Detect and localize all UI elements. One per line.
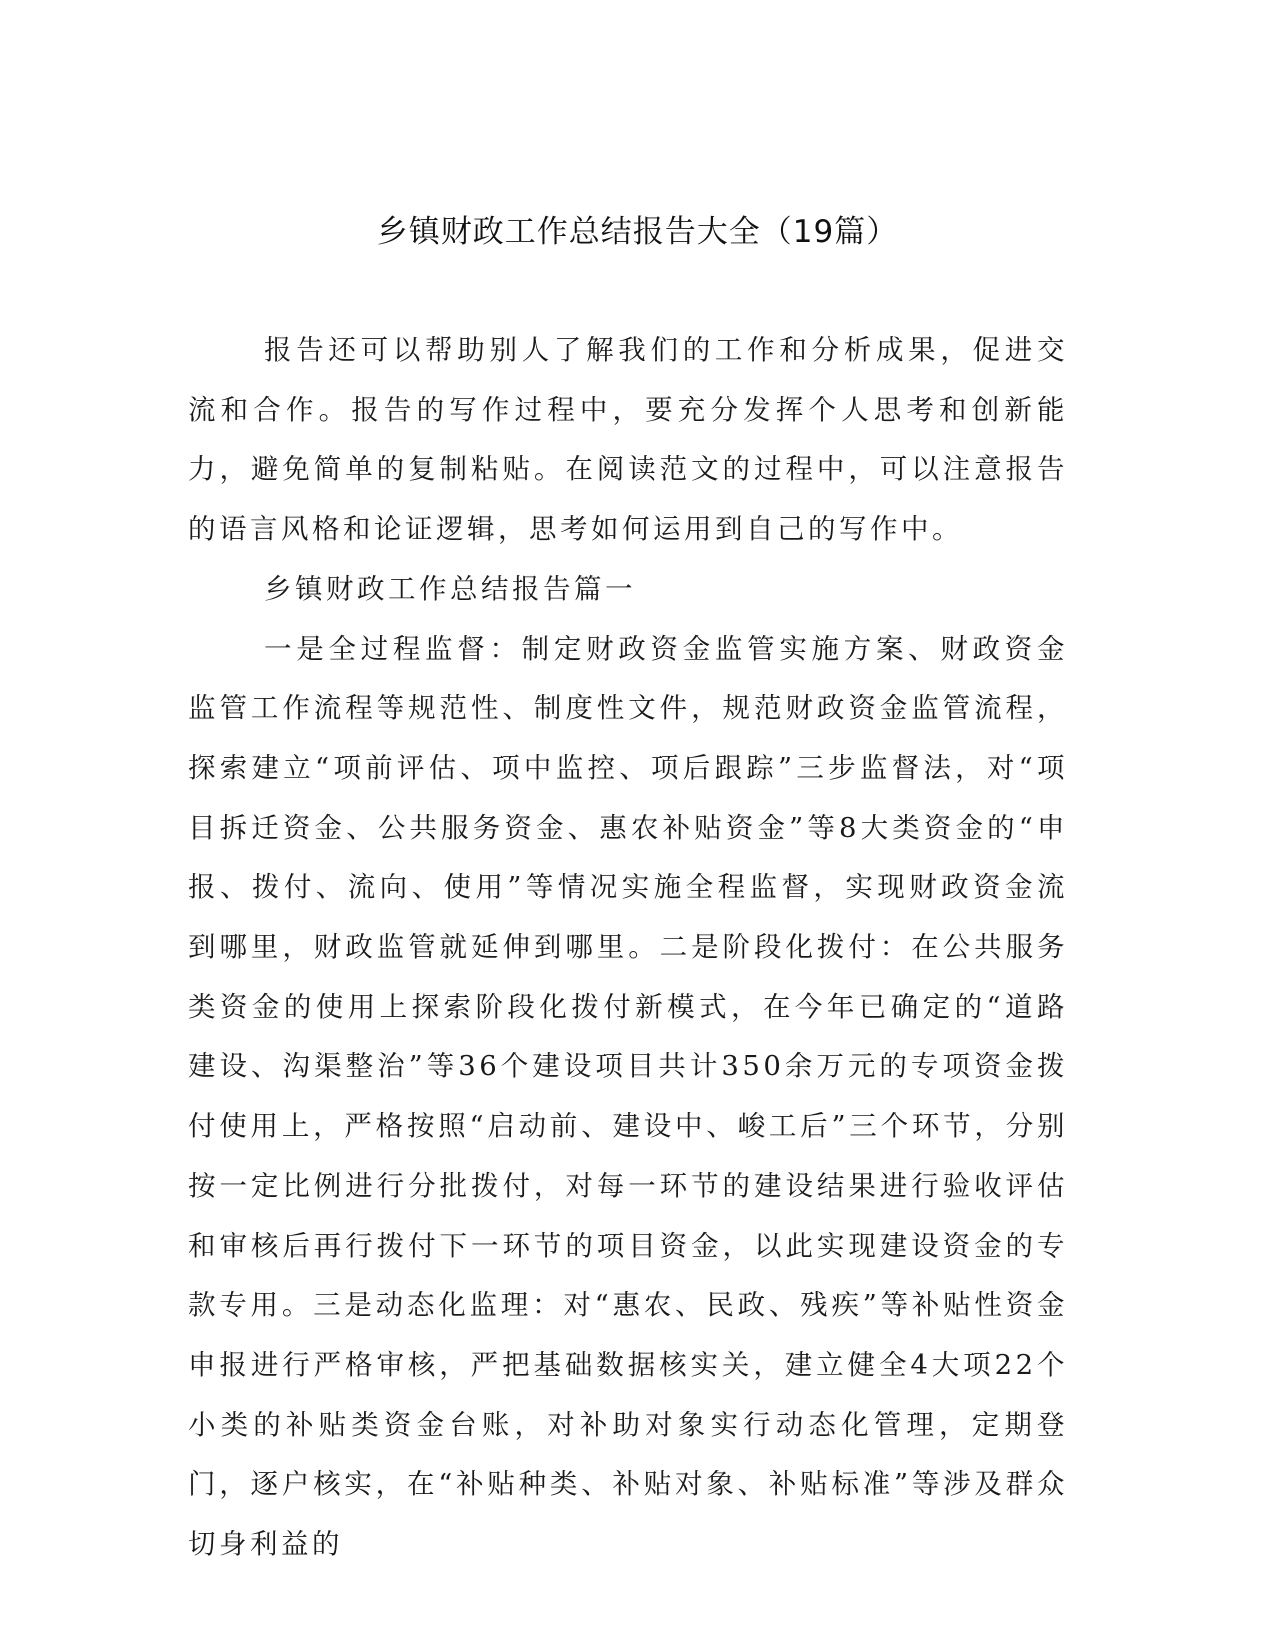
- intro-paragraph: 报告还可以帮助别人了解我们的工作和分析成果，促进交流和合作。报告的写作过程中，要充分发挥个人思考和创新能力，避免简单的复制粘贴。在阅读范文的过程中，可以注意报告的语言风格和论证逻辑，思考如何运用到自己的写作中。: [188, 334, 1068, 546]
- body-paragraph: 一是全过程监督：制定财政资金监管实施方案、财政资金监管工作流程等规范性、制度性文件，规范财政资金监管流程，探索建立“项前评估、项中监控、项后跟踪”三步监督法，对“项目拆迁资金、公共服务资金、惠农补贴资金”等8大类资金的“申报、拨付、流向、使用”等情况实施全程监督，实现财政资金流到哪里，财政监管就延伸到哪里。二是阶段化拨付：在公共服务类资金的使用上探索阶段化拨付新模式，在今年已确定的“道路建设、沟渠整治”等36个建设项目共计350余万元的专项资金拨付使用上，严格按照“启动前、建设中、峻工后”三个环节，分别按一定比例进行分批拨付，对每一环节的建设结果进行验收评估和审核后再行拨付下一环节的项目资金，以此实现建设资金的专款专用。三是动态化监理：对“惠农、民政、残疾”等补贴性资金申报进行严格审核，严把基础数据核实关，建立健全4大项22个小类的补贴类资金台账，对补助对象实行动态化管理，定期登门，逐户核实，在“补贴种类、补贴对象、补贴标准”等涉及群众切身利益的: [188, 632, 1068, 1561]
- document-title: 乡镇财政工作总结报告大全（19篇）: [376, 214, 899, 250]
- document-body: [188, 321, 1068, 1575]
- section-heading: 乡镇财政工作总结报告篇一: [264, 572, 636, 605]
